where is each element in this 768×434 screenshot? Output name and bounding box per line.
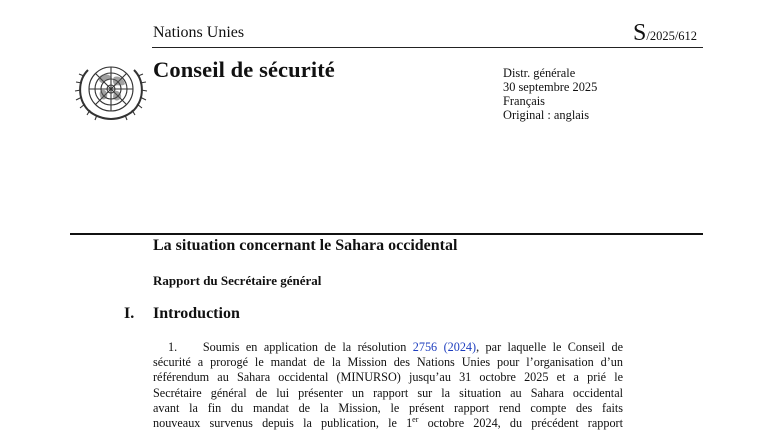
paragraph-line: [153, 416, 623, 431]
distribution-block: [503, 66, 597, 122]
un-emblem-icon: [74, 56, 148, 122]
line-text: 1. Soumis en application de la résolution: [168, 340, 413, 354]
symbol-letter: S: [633, 20, 647, 46]
paragraph-1: [153, 340, 623, 431]
paragraph-line: Secrétaire général de lui présenter un rapport sur la situation au Sahara occidental: [153, 385, 623, 400]
document-date: 30 septembre 2025: [503, 80, 598, 94]
distribution-type: Distr. générale: [503, 66, 576, 80]
resolution-link[interactable]: 2756 (2024): [412, 340, 477, 354]
document-language: Français: [503, 94, 545, 108]
line-text: nouveaux survenus depuis la publication, le 1: [153, 416, 413, 431]
paragraph-line: avant la fin du mandat de la Mission, le présent rapport rend compte des faits: [153, 400, 623, 415]
document-symbol: [633, 20, 697, 47]
paragraph-line: référendum au Sahara occidental (MINURSO) jusqu’au 31 octobre 2025 et a prié le: [153, 370, 623, 385]
line-text: , par laquelle le Conseil de: [476, 340, 623, 354]
paragraph-line: sécurité a prorogé le mandat de la Mission des Nations Unies pour l’organisation d’un: [153, 355, 623, 370]
symbol-number: /2025/612: [646, 29, 698, 43]
organization-name: Nations Unies: [153, 24, 245, 41]
title-divider: [70, 233, 703, 235]
paragraph-line: [153, 340, 623, 355]
organ-title: Conseil de sécurité: [153, 57, 335, 82]
line-text: octobre 2024, du précédent rapport: [418, 416, 623, 431]
superscript: er: [412, 414, 419, 424]
header-divider: [152, 47, 703, 48]
document-subtitle: Rapport du Secrétaire général: [153, 273, 322, 288]
section-number: I.: [124, 305, 135, 322]
document-title: La situation concernant le Sahara occidental: [153, 237, 458, 254]
original-language: Original : anglais: [503, 108, 590, 122]
section-title: Introduction: [153, 305, 240, 322]
